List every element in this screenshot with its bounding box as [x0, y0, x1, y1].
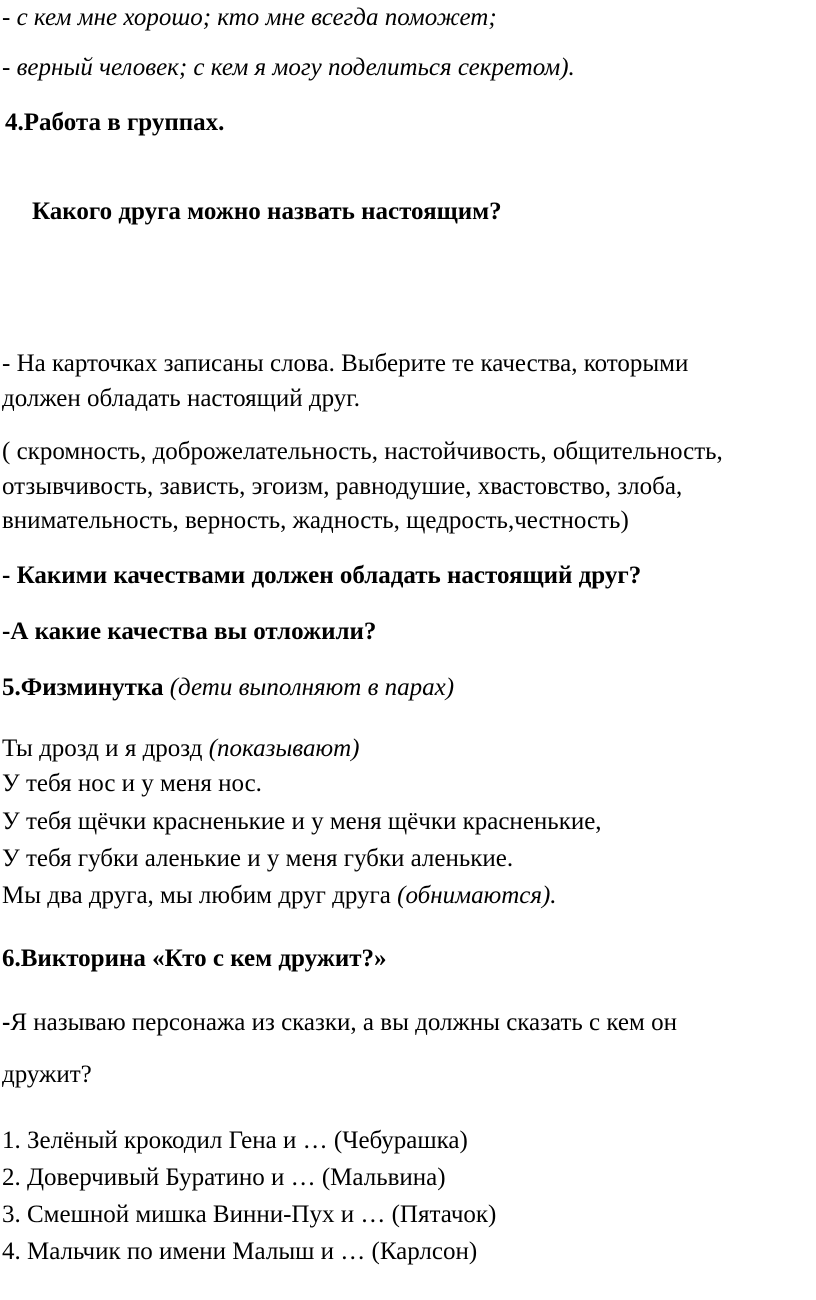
- quiz-item-1: 1. Зелёный крокодил Гена и … (Чебурашка): [2, 1127, 468, 1154]
- intro-line-1: - с кем мне хорошо; кто мне всегда поможет;: [2, 4, 497, 31]
- section-5-note: (дети выполняют в парах): [169, 674, 455, 701]
- poem-line-1-note: (показывают): [208, 735, 360, 762]
- quiz-intro-line-2: дружит?: [2, 1061, 92, 1088]
- section-4-question: Какого друга можно назвать настоящим?: [32, 198, 502, 225]
- question-set-aside: -А какие качества вы отложили?: [2, 618, 377, 645]
- qualities-line-3: внимательность, верность, жадность, щедрость,честность): [2, 507, 629, 534]
- section-6-heading: 6.Викторина «Кто с кем дружит?»: [2, 945, 387, 972]
- quiz-intro-line-1: [2, 1008, 677, 1038]
- quiz-item-2: 2. Доверчивый Буратино и … (Мальвина): [2, 1164, 446, 1191]
- section-5-heading-line: [2, 673, 454, 703]
- qualities-line-1: ( скромность, доброжелательность, настойчивость, общительность,: [2, 438, 723, 465]
- poem-line-1-text: Ты дрозд и я дрозд: [2, 735, 209, 762]
- qualities-line-2: отзывчивость, зависть, эгоизм, равнодушие, хвастовство, злоба,: [2, 473, 683, 500]
- quiz-intro-text: Я называю персонажа из сказки, а вы должны сказать с кем он: [10, 1009, 677, 1036]
- poem-line-2: У тебя нос и у меня нос.: [2, 770, 262, 797]
- poem-line-5-text: Мы два друга, мы любим друг друга: [2, 882, 398, 909]
- quiz-item-4: 4. Мальчик по имени Малыш и … (Карлсон): [2, 1238, 478, 1265]
- question-qualities: - Какими качествами должен обладать настоящий друг?: [2, 562, 642, 589]
- task-line-2: должен обладать настоящий друг.: [2, 385, 360, 412]
- quiz-item-3: 3. Смешной мишка Винни-Пух и … (Пятачок): [2, 1201, 497, 1228]
- poem-line-5-note: (обнимаются).: [397, 882, 557, 909]
- task-line-1: - На карточках записаны слова. Выберите те качества, которыми: [2, 350, 689, 377]
- poem-line-3: У тебя щёчки красненькие и у меня щёчки красненькие,: [2, 808, 602, 835]
- quiz-intro-dash: -: [2, 1009, 11, 1036]
- poem-line-1: [2, 734, 359, 764]
- section-5-heading: 5.Физминутка: [2, 674, 164, 701]
- poem-line-5: [2, 881, 557, 911]
- intro-line-2: - верный человек; с кем я могу поделиться секретом).: [2, 54, 575, 81]
- poem-line-4: У тебя губки аленькие и у меня губки аленькие.: [2, 845, 514, 872]
- section-4-heading: 4.Работа в группах.: [5, 109, 225, 136]
